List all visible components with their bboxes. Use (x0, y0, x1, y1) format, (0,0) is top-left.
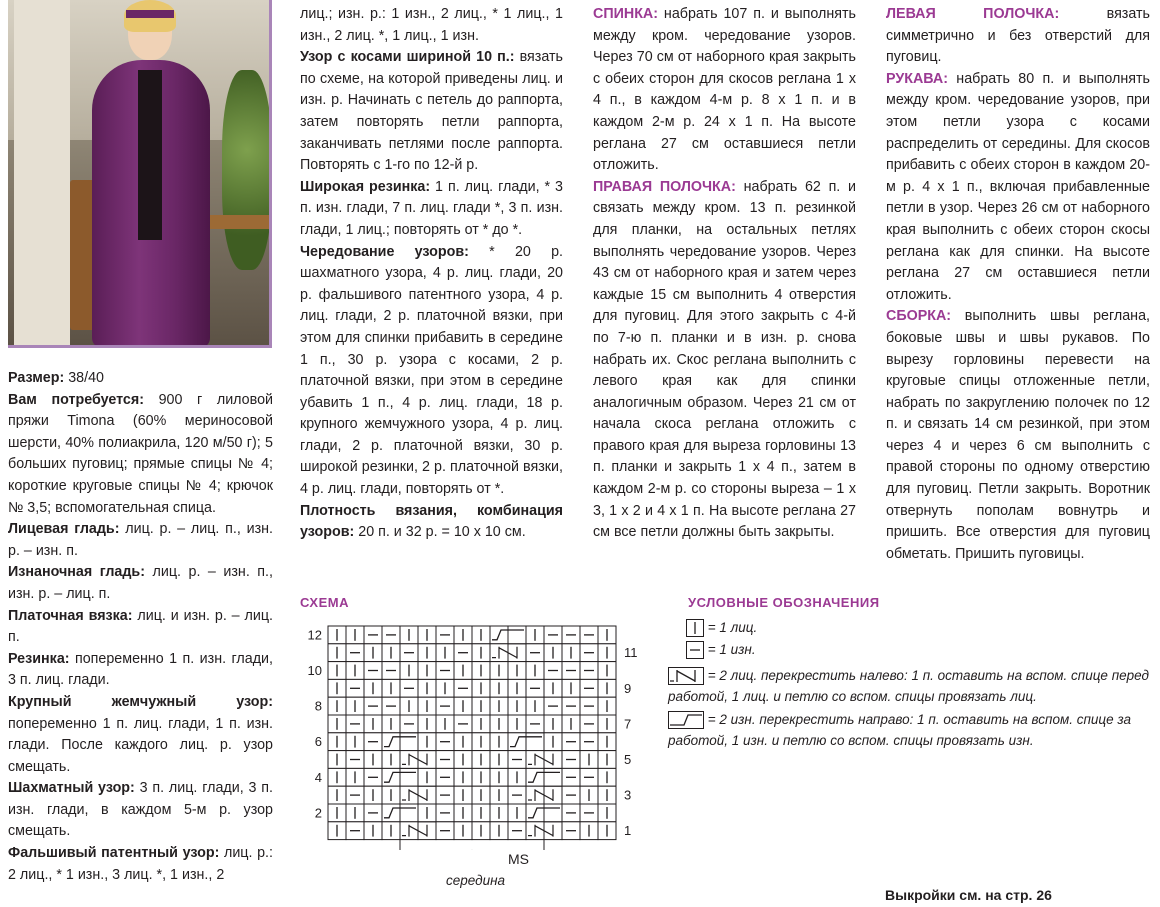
col1-text: лиц. р.: 2 лиц., * 1 изн., 3 лиц. *, 1 изн., 2 (8, 845, 273, 883)
purl-symbol-icon (686, 641, 704, 659)
col4-paragraph (886, 69, 1150, 307)
row-number-right: 5 (624, 751, 632, 767)
chart-cell (508, 626, 526, 644)
col1-text: попеременно 1 п. изн. глади, 3 п. лиц. глади. (8, 650, 273, 689)
photo-plant (222, 70, 272, 270)
cross-left-symbol-icon (668, 667, 704, 685)
col2-heading: Плотность вязания, комбинация узоров: (300, 502, 563, 541)
knit-symbol-icon (686, 619, 704, 637)
col1-text: лиц. р. – лиц. п., изн. р. – изн. п. (8, 521, 274, 559)
col4-heading: ЛЕВАЯ ПОЛОЧКА: (886, 6, 1060, 22)
col1-heading: Шахматный узор: (8, 780, 135, 797)
row-number-left: 4 (314, 769, 322, 785)
legend-text: = 2 изн. перекрестить направо: 1 п. оставить на вспом. спице за работой, 1 изн. и петлю со вспом. спицы провязать изн. (668, 712, 1132, 748)
col3-heading: СПИНКА: (593, 6, 659, 22)
col2-heading: Узор с косами шириной 10 п.: (300, 49, 515, 66)
chart-cell (400, 804, 418, 822)
col1-text: 3 п. лиц. глади, 3 п. изн. глади, в каждом 5-м р. узор смещать. (8, 780, 273, 840)
cross-right-symbol-icon (668, 711, 704, 729)
col2-paragraph (300, 177, 563, 242)
legend-text: = 2 лиц. перекрестить налево: 1 п. оставить на вспом. спице перед работой, 1 лиц. и петлю со вспом. спицы провязать лиц. (668, 668, 1149, 704)
ms-label: MS (508, 851, 529, 867)
col1-text: 900 г лиловой пряжи Timona (60% мериносовой шерсти, 40% полиакрила, 120 м/50 г); 5 больших пуговиц; прямые спицы № 4; короткие круговые спицы № 4; крючок № 3,5; вспомогательная спица. (8, 391, 274, 516)
col2-text: 1 п. лиц. глади, * 3 п. изн. глади, 7 п. лиц. глади *, 3 п. изн. глади, 1 лиц.; повторять от * до *. (300, 178, 563, 238)
legend-title: УСЛОВНЫЕ ОБОЗНАЧЕНИЯ (688, 595, 880, 610)
row-number-left: 2 (314, 805, 322, 821)
col2-paragraph (300, 501, 563, 544)
legend-item (668, 665, 1156, 707)
col2-text: лиц.; изн. р.: 1 изн., 2 лиц., * 1 лиц., 1 изн., 2 лиц. *, 1 лиц., 1 изн. (300, 6, 563, 44)
legend-text: = 1 лиц. (704, 620, 758, 635)
col1-paragraph (8, 606, 273, 649)
text-column-2 (300, 4, 563, 544)
chart-cell (400, 733, 418, 751)
repeat-bracket (400, 840, 544, 850)
photo-pillar (14, 0, 70, 348)
col4-text: выполнить швы реглана, боковые швы и швы рукавов. По вырезу горловины перевести на круговые спицы отложенные петли, набрать по закруглению полочек по 12 п. и связать 14 см резинкой, при этом через 4 и через 6 см выполнить с правой стороны по одному отверстию для пуговиц. Петли закрыть. Воротник отвернуть пополам вовнутрь и пришить. Все отверстия для пуговиц обметать. Пришить пуговицы. (886, 308, 1150, 562)
col1-heading: Платочная вязка: (8, 607, 133, 624)
legend-item (668, 709, 1156, 751)
center-label: середина (446, 873, 506, 888)
col1-heading: Размер: (8, 370, 65, 386)
chart-title: СХЕМА (300, 595, 349, 610)
col3-text: набрать 107 п. и выполнять между кром. чередование узоров. Через 70 см от наборного края закрыть с обеих сторон для скосов реглана 1 х 4 п., в каждом 4-м р. 8 х 1 п. и в каждом 2-м р. 24 х 1 п. На высоте реглана 27 см оставшиеся петли отложить. (593, 6, 856, 174)
model-photo (8, 0, 272, 348)
col2-heading: Широкая резинка: (300, 178, 431, 195)
col4-paragraph (886, 4, 1150, 69)
legend-item (686, 617, 1126, 638)
col1-heading: Изнаночная гладь: (8, 564, 145, 581)
col1-heading: Лицевая гладь: (8, 521, 120, 538)
col1-paragraph (8, 778, 273, 843)
col2-text: вязать по схеме, на которой приведены лиц. и изн. р. Начинать с петель до раппорта, затем повторять петли раппорта, заканчивать петлями после раппорта. Повторять с 1-го по 12-й р. (300, 49, 563, 174)
text-column-1 (8, 368, 273, 886)
col1-text: 38/40 (64, 370, 104, 386)
chart-cell (544, 804, 562, 822)
col1-text: лиц. и изн. р. – лиц. п. (8, 607, 273, 646)
col3-heading: ПРАВАЯ ПОЛОЧКА: (593, 178, 736, 195)
row-number-left: 8 (314, 698, 322, 714)
knitting-chart (300, 620, 640, 850)
col1-heading: Фальшивый патентный узор: (8, 845, 220, 862)
col4-text: набрать 80 п. и выполнять между кром. чередование узоров, при этом петли узора с косами распределить от середины. Для скосов прибавить с обеих сторон в каждом 20-м р. 4 х 1 п., включая прибавленные петли в узор. Через 26 см от наборного края выполнить с обеих сторон скосы реглана как для спинки. На высоте реглана 27 см оставшиеся петли отложить. (886, 70, 1150, 303)
text-column-3 (593, 4, 856, 544)
col1-paragraph (8, 843, 273, 886)
col3-paragraph (593, 177, 856, 544)
chart-cell (544, 768, 562, 786)
col2-paragraph (300, 242, 563, 501)
chart-cell (526, 733, 544, 751)
text-column-4 (886, 4, 1150, 565)
row-number-right: 11 (624, 645, 638, 661)
col2-paragraph (300, 47, 563, 177)
col4-heading: РУКАВА: (886, 70, 948, 87)
col1-paragraph (8, 692, 273, 778)
col1-heading: Резинка: (8, 650, 70, 667)
chart-cell (400, 768, 418, 786)
col4-paragraph (886, 306, 1150, 565)
col3-text: набрать 62 п. и связать между кром. 13 п. резинкой для планки, на остальных петлях выполнять чередование узоров. Через 43 см от наборного края и затем через каждые 15 см выполнить 4 отверстия для пуговиц. Для этого закрыть с 4-й по 7-ю п. планки и в изн. р. снова набрать их. Скос реглана выполнить с левого края как для спинки аналогичным образом. Через 21 см от начала скоса реглана отложить с правого края для выреза горловины 13 п. планки и закрыть 1 х 4 п., затем в каждом 2-м р. со стороны выреза – 1 х 3, 1 х 2 и 4 х 1 п. На высоте реглана 27 см все петли должны быть закрыты. (593, 178, 856, 541)
row-number-left: 12 (307, 627, 322, 643)
col1-paragraph (8, 368, 273, 390)
col4-text: вязать симметрично и без отверстий для пуговиц. (886, 6, 1150, 66)
row-number-left: 10 (307, 662, 322, 678)
col3-paragraph (593, 4, 856, 177)
col2-heading: Чередование узоров: (300, 243, 469, 260)
col1-paragraph (8, 649, 273, 692)
col1-heading: Крупный жемчужный узор: (8, 693, 273, 710)
col2-paragraph (300, 4, 563, 47)
row-number-right: 7 (624, 716, 632, 732)
row-number-right: 3 (624, 787, 632, 803)
col2-text: 20 п. и 32 р. = 10 х 10 см. (354, 524, 526, 541)
pattern-reference: Выкройки см. на стр. 26 (885, 887, 1052, 903)
row-number-left: 6 (314, 734, 322, 750)
col1-heading: Вам потребуется: (8, 391, 144, 408)
col1-text: лиц. р. – изн. п., изн. р. – лиц. п. (8, 564, 273, 602)
row-number-right: 9 (624, 680, 632, 696)
col1-paragraph (8, 519, 273, 562)
row-number-right: 1 (624, 823, 632, 839)
photo-shirt (138, 70, 162, 240)
col1-text: попеременно 1 п. лиц. глади, 1 п. изн. глади. После каждого лиц. р. узор смещать. (8, 715, 273, 775)
legend-item (686, 639, 1126, 660)
col2-text: * 20 р. шахматного узора, 4 р. лиц. глади, 20 р. фальшивого патентного узора, 4 р. лиц. глади, 2 р. платочной вязки, при этом для спинки прибавить в середине 1 п., 30 р. узора с косами, 2 р. платочной вязки, при этом в середине убавить 1 п., 4 р. лиц. глади, 18 р. крупного жемчужного узора, 4 р. лиц. глади, 2 р. платочной вязки, 30 р. широкой резинки, 2 р. платочной вязки, 4 р. лиц. глади, повторять от *. (300, 243, 564, 498)
legend-text: = 1 изн. (704, 642, 756, 657)
col1-paragraph (8, 390, 273, 520)
photo-headband (126, 10, 174, 18)
col4-heading: СБОРКА: (886, 308, 952, 325)
col1-paragraph (8, 562, 273, 605)
